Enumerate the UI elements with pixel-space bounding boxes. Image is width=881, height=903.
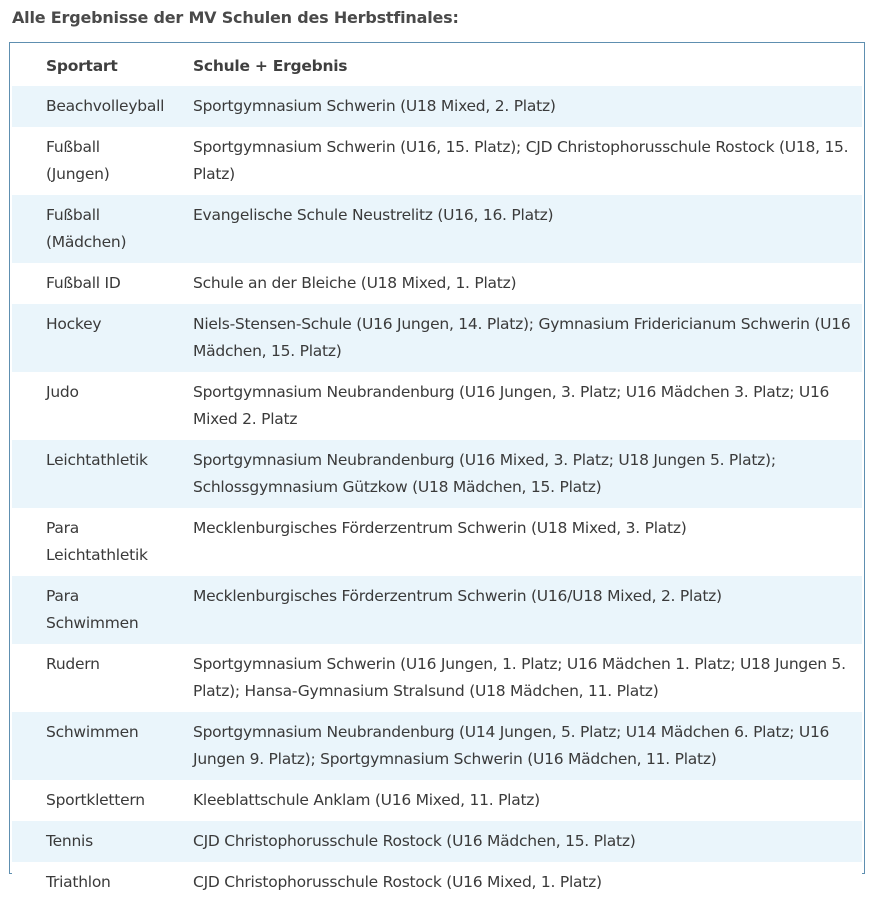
result-cell: CJD Christophorusschule Rostock (U16 Mädchen, 15. Platz) (158, 821, 862, 862)
result-cell: Sportgymnasium Neubrandenburg (U14 Jungen, 5. Platz; U14 Mädchen 6. Platz; U16 Jungen 9. Platz); Sportgymnasium Schwerin (U16 Mädchen, 11. Platz) (158, 712, 862, 780)
sport-cell: Fußball (Mädchen) (12, 195, 158, 263)
results-table-container (9, 42, 865, 891)
table-row (12, 780, 862, 821)
table-row (12, 712, 862, 780)
sport-cell: Sportklettern (12, 780, 158, 821)
table-row (12, 440, 862, 508)
table-row (12, 508, 862, 576)
table-row (12, 821, 862, 862)
table-row (12, 263, 862, 304)
page-heading: Alle Ergebnisse der MV Schulen des Herbstfinales: (12, 8, 459, 27)
result-cell: Mecklenburgisches Förderzentrum Schwerin (U16/U18 Mixed, 2. Platz) (158, 576, 862, 644)
result-cell: Mecklenburgisches Förderzentrum Schwerin (U18 Mixed, 3. Platz) (158, 508, 862, 576)
sport-cell: Leichtathletik (12, 440, 158, 508)
results-table (12, 45, 862, 903)
sport-cell: Fußball ID (12, 263, 158, 304)
table-row (12, 304, 862, 372)
result-cell: Sportgymnasium Neubrandenburg (U16 Mixed, 3. Platz; U18 Jungen 5. Platz); Schlossgymnasium Gützkow (U18 Mädchen, 15. Platz) (158, 440, 862, 508)
table-row (12, 195, 862, 263)
sport-cell: Fußball (Jungen) (12, 127, 158, 195)
result-cell: Schule an der Bleiche (U18 Mixed, 1. Platz) (158, 263, 862, 304)
result-cell: CJD Christophorusschule Rostock (U16 Mixed, 1. Platz) (158, 862, 862, 903)
table-header-row (12, 45, 862, 86)
sport-cell: Schwimmen (12, 712, 158, 780)
result-cell: Sportgymnasium Schwerin (U16, 15. Platz); CJD Christophorusschule Rostock (U18, 15. Platz) (158, 127, 862, 195)
result-cell: Evangelische Schule Neustrelitz (U16, 16. Platz) (158, 195, 862, 263)
sport-cell: Judo (12, 372, 158, 440)
result-cell: Kleeblattschule Anklam (U16 Mixed, 11. Platz) (158, 780, 862, 821)
result-cell: Sportgymnasium Neubrandenburg (U16 Jungen, 3. Platz; U16 Mädchen 3. Platz; U16 Mixed 2. Platz (158, 372, 862, 440)
sport-cell: Rudern (12, 644, 158, 712)
table-row (12, 127, 862, 195)
column-header-schule-ergebnis: Schule + Ergebnis (193, 57, 348, 75)
sport-cell: Para Schwimmen (12, 576, 158, 644)
table-row (12, 644, 862, 712)
table-row (12, 372, 862, 440)
table-row (12, 86, 862, 127)
sport-cell: Triathlon (12, 862, 158, 903)
column-header-sportart: Sportart (46, 57, 118, 75)
sport-cell: Tennis (12, 821, 158, 862)
table-row (12, 576, 862, 644)
sport-cell: Hockey (12, 304, 158, 372)
result-cell: Sportgymnasium Schwerin (U18 Mixed, 2. Platz) (158, 86, 862, 127)
sport-cell: Para Leichtathletik (12, 508, 158, 576)
table-row (12, 862, 862, 903)
sport-cell: Beachvolleyball (12, 86, 158, 127)
result-cell: Niels-Stensen-Schule (U16 Jungen, 14. Platz); Gymnasium Fridericianum Schwerin (U16 Mädchen, 15. Platz) (158, 304, 862, 372)
result-cell: Sportgymnasium Schwerin (U16 Jungen, 1. Platz; U16 Mädchen 1. Platz; U18 Jungen 5. Platz); Hansa-Gymnasium Stralsund (U18 Mädchen, 11. Platz) (158, 644, 862, 712)
